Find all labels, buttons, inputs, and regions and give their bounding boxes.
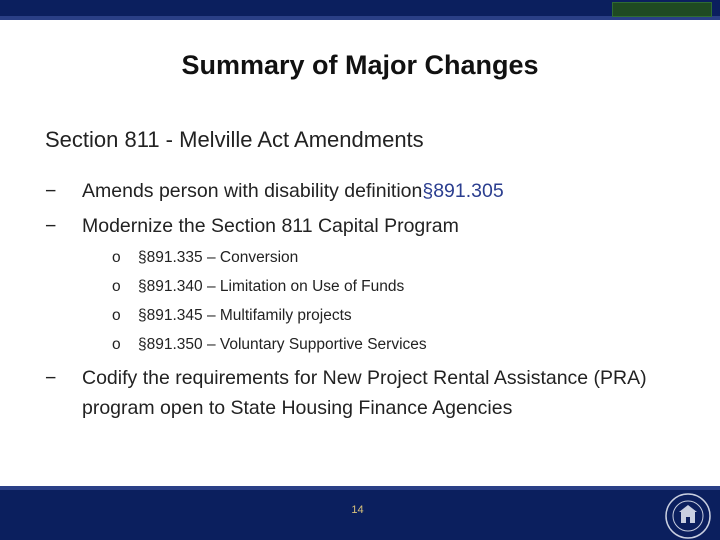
bullet-text-main: Amends person with disability definition xyxy=(82,180,423,202)
top-banner-logo xyxy=(612,2,712,17)
bullet-dash: − xyxy=(45,367,57,389)
sub-bullet-marker: o xyxy=(112,249,121,266)
sub-bullet-marker: o xyxy=(112,336,121,353)
bullet-text: Codify the requirements for New Project Rental Assistance (PRA) program open to State Housing Finance Agencies xyxy=(82,367,647,419)
footer-bar xyxy=(0,486,720,540)
slide-title: Summary of Major Changes xyxy=(181,50,539,80)
sub-bullet-text: §891.350 – Voluntary Supportive Services xyxy=(138,336,427,353)
top-banner xyxy=(0,0,720,20)
sub-bullet-text: §891.340 – Limitation on Use of Funds xyxy=(138,278,405,295)
bullet-dash: − xyxy=(45,215,57,237)
bullet-dash: − xyxy=(45,180,57,202)
sub-bullet-marker: o xyxy=(112,307,121,324)
sub-bullet-text: §891.335 – Conversion xyxy=(138,249,299,266)
sub-bullet-text: §891.345 – Multifamily projects xyxy=(138,307,352,324)
bullet-reference: §891.305 xyxy=(422,180,504,202)
bullet-text xyxy=(82,176,504,206)
sub-bullet-marker: o xyxy=(112,278,121,295)
slide-subtitle: Section 811 - Melville Act Amendments xyxy=(45,127,424,152)
hud-seal-icon xyxy=(664,492,712,540)
bullet-text: Modernize the Section 811 Capital Program xyxy=(82,215,459,237)
footer-stripe xyxy=(0,486,720,490)
page-number: 14 xyxy=(351,504,364,516)
